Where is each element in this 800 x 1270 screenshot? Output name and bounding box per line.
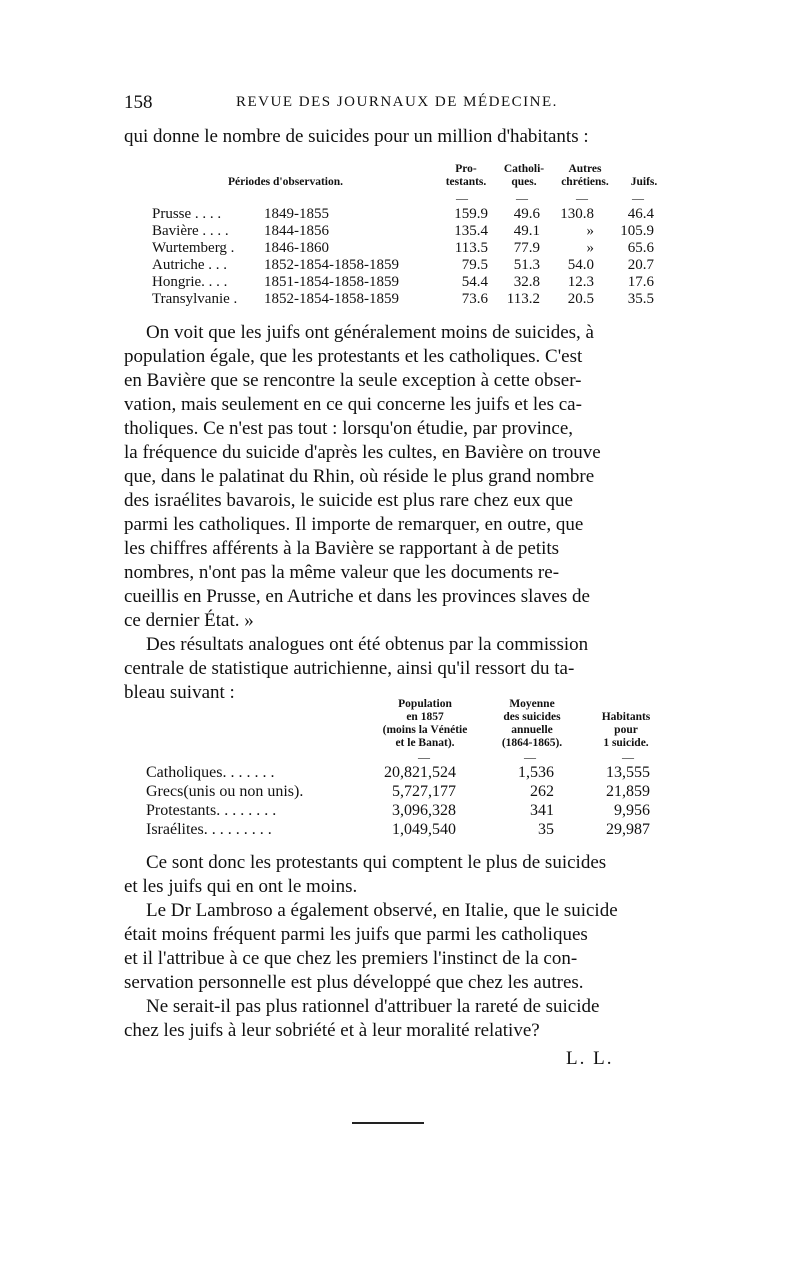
text-line: chez les juifs à leur sobriété et à leur moralité relative? <box>124 1020 540 1041</box>
t2-header-habitants-line2: pour <box>614 724 638 736</box>
table-row <box>146 783 666 802</box>
t1-dash: — <box>516 191 528 205</box>
t2-dash: — <box>524 750 536 764</box>
habitants-cell: 21,859 <box>606 783 650 800</box>
juifs-cell: 20.7 <box>627 257 654 273</box>
text-line: On voit que les juifs ont généralement moins de suicides, à <box>146 322 594 343</box>
period-cell: 1852-1854-1858-1859 <box>264 257 399 273</box>
t2-header-moyenne-line1: Moyenne <box>509 698 555 710</box>
autres-cell: » <box>586 240 594 256</box>
text-line: et les juifs qui en ont le moins. <box>124 876 358 897</box>
population-cell: 5,727,177 <box>392 783 456 800</box>
table-row <box>152 291 692 308</box>
t1-dash: — <box>576 191 588 205</box>
period-cell: 1846-1860 <box>264 240 329 256</box>
page-number: 158 <box>124 92 153 113</box>
t1-header-cath-line2: ques. <box>511 176 537 188</box>
text-line: des israélites bavarois, le suicide est plus rare chez eux que <box>124 490 573 511</box>
t2-header-moyenne-line3: annuelle <box>511 724 553 736</box>
t1-header-autres-line1: Autres <box>568 163 602 175</box>
population-cell: 3,096,328 <box>392 802 456 819</box>
t2-header-population-line4: et le Banat). <box>395 737 455 749</box>
habitants-cell: 13,555 <box>606 764 650 781</box>
text-line: nombres, n'ont pas la même valeur que les documents re- <box>124 562 560 583</box>
t1-header-cath <box>496 163 552 189</box>
text-line: population égale, que les protestants et les catholiques. C'est <box>124 346 583 367</box>
catholiques-cell: 51.3 <box>513 257 540 273</box>
moyenne-cell: 341 <box>530 802 554 819</box>
intro-line: qui donne le nombre de suicides pour un million d'habitants : <box>124 126 589 147</box>
protestants-cell: 54.4 <box>461 274 488 290</box>
t1-header-prot <box>438 163 494 189</box>
author-signature: L. L. <box>566 1048 614 1069</box>
juifs-cell: 35.5 <box>627 291 654 307</box>
table-row <box>152 223 692 240</box>
t2-header-population-line2: en 1857 <box>406 711 444 723</box>
text-line: vation, mais seulement en ce qui concerne les juifs et les ca- <box>124 394 582 415</box>
text-line: ce dernier État. » <box>124 610 254 631</box>
t1-dash: — <box>632 191 644 205</box>
table-row <box>146 821 666 840</box>
period-cell: 1852-1854-1858-1859 <box>264 291 399 307</box>
t1-header-period: Périodes d'observation. <box>228 176 343 188</box>
text-line: servation personnelle est plus développé que chez les autres. <box>124 972 584 993</box>
running-title: REVUE DES JOURNAUX DE MÉDECINE. <box>236 94 558 110</box>
table-row <box>152 206 692 223</box>
period-cell: 1844-1856 <box>264 223 329 239</box>
text-line: les chiffres afférents à la Bavière se rapportant à de petits <box>124 538 560 559</box>
country-cell: Wurtemberg . <box>152 240 235 256</box>
autres-cell: 130.8 <box>560 206 594 222</box>
protestants-cell: 159.9 <box>454 206 488 222</box>
catholiques-cell: 113.2 <box>506 291 540 307</box>
habitants-cell: 9,956 <box>614 802 650 819</box>
t1-header-prot-line2: testants. <box>445 176 487 188</box>
text-line: était moins fréquent parmi les juifs que parmi les catholiques <box>124 924 588 945</box>
t1-header-autres-line2: chrétiens. <box>561 176 609 188</box>
text-line: bleau suivant : <box>124 682 235 703</box>
moyenne-cell: 1,536 <box>518 764 554 781</box>
t1-dash: — <box>456 191 468 205</box>
t1-header-cath-line1: Catholi- <box>503 163 545 175</box>
table-row <box>146 764 666 783</box>
t1-header-prot-line1: Pro- <box>455 163 477 175</box>
protestants-cell: 73.6 <box>461 291 488 307</box>
juifs-cell: 65.6 <box>627 240 654 256</box>
text-line: cueillis en Prusse, en Autriche et dans les provinces slaves de <box>124 586 590 607</box>
period-cell: 1851-1854-1858-1859 <box>264 274 399 290</box>
text-line: en Bavière que se rencontre la seule exception à cette obser- <box>124 370 582 391</box>
t2-dash: — <box>622 750 634 764</box>
t1-header-autres <box>552 163 618 189</box>
population-cell: 1,049,540 <box>392 821 456 838</box>
religion-cell: Israélites. . . . . . . . . <box>146 821 272 838</box>
t2-header-moyenne-line2: des suicides <box>503 711 561 723</box>
country-cell: Hongrie. . . . <box>152 274 228 290</box>
text-line: et il l'attribue à ce que chez les premiers l'instinct de la con- <box>124 948 578 969</box>
end-rule <box>352 1122 424 1124</box>
text-line: que, dans le palatinat du Rhin, où réside le plus grand nombre <box>124 466 595 487</box>
t2-header-population-line1: Population <box>398 698 452 710</box>
country-cell: Bavière . . . . <box>152 223 229 239</box>
table-row <box>146 802 666 821</box>
protestants-cell: 113.5 <box>454 240 488 256</box>
juifs-cell: 17.6 <box>627 274 654 290</box>
catholiques-cell: 77.9 <box>513 240 540 256</box>
t2-header-habitants-line1: Habitants <box>601 711 651 723</box>
religion-cell: Grecs(unis ou non unis). <box>146 783 304 800</box>
protestants-cell: 79.5 <box>461 257 488 273</box>
country-cell: Prusse . . . . <box>152 206 222 222</box>
autres-cell: 20.5 <box>567 291 594 307</box>
catholiques-cell: 49.1 <box>513 223 540 239</box>
t1-header-juifs: Juifs. <box>630 176 658 188</box>
protestants-cell: 135.4 <box>454 223 488 239</box>
table-row <box>152 257 692 274</box>
t2-header-habitants <box>586 711 666 750</box>
t2-header-population-line3: (moins la Vénétie <box>382 724 468 736</box>
autres-cell: 54.0 <box>567 257 594 273</box>
religion-cell: Protestants. . . . . . . . <box>146 802 277 819</box>
t2-header-moyenne <box>484 698 580 750</box>
autres-cell: 12.3 <box>567 274 594 290</box>
juifs-cell: 105.9 <box>620 223 654 239</box>
t2-header-population <box>370 698 480 750</box>
religion-cell: Catholiques. . . . . . . <box>146 764 275 781</box>
population-cell: 20,821,524 <box>384 764 456 781</box>
country-cell: Autriche . . . <box>152 257 227 273</box>
page-header <box>124 92 684 118</box>
catholiques-cell: 32.8 <box>513 274 540 290</box>
t2-header-moyenne-line4: (1864-1865). <box>501 737 563 749</box>
catholiques-cell: 49.6 <box>513 206 540 222</box>
table-row <box>152 274 692 291</box>
t2-dash: — <box>418 750 430 764</box>
text-line: Ne serait-il pas plus rationnel d'attribuer la rareté de suicide <box>146 996 600 1017</box>
text-line: Des résultats analogues ont été obtenus par la commission <box>146 634 589 655</box>
period-cell: 1849-1855 <box>264 206 329 222</box>
text-line: tholiques. Ce n'est pas tout : lorsqu'on étudie, par province, <box>124 418 574 439</box>
text-line: centrale de statistique autrichienne, ainsi qu'il ressort du ta- <box>124 658 575 679</box>
text-line: parmi les catholiques. Il importe de remarquer, en outre, que <box>124 514 584 535</box>
text-line: Ce sont donc les protestants qui comptent le plus de suicides <box>146 852 607 873</box>
table-row <box>152 240 692 257</box>
moyenne-cell: 262 <box>530 783 554 800</box>
t2-header-habitants-line3: 1 suicide. <box>603 737 649 749</box>
text-line: la fréquence du suicide d'après les cultes, en Bavière on trouve <box>124 442 601 463</box>
habitants-cell: 29,987 <box>606 821 650 838</box>
moyenne-cell: 35 <box>538 821 554 838</box>
text-line: Le Dr Lambroso a également observé, en Italie, que le suicide <box>146 900 618 921</box>
country-cell: Transylvanie . <box>152 291 238 307</box>
autres-cell: » <box>586 223 594 239</box>
juifs-cell: 46.4 <box>627 206 654 222</box>
